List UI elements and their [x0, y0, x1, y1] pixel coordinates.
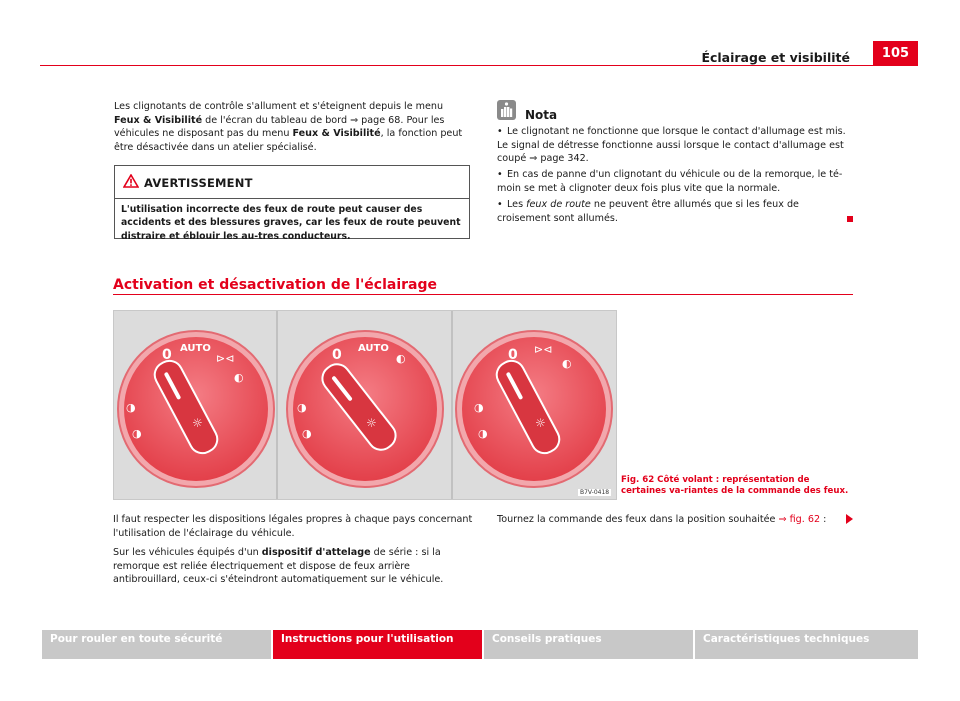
section-rule — [113, 294, 853, 295]
light-switch-variants — [114, 311, 616, 499]
header-rule — [40, 65, 918, 66]
svg-text:◑: ◑ — [474, 401, 484, 414]
switch-1-auto: AUTO — [180, 343, 211, 354]
note-title: Nota — [525, 108, 558, 122]
svg-text:◐: ◐ — [562, 357, 572, 370]
tab-technical-data[interactable]: Caractéristiques techniques — [695, 630, 918, 659]
svg-text:☼: ☼ — [366, 416, 377, 430]
svg-text:☼: ☼ — [192, 416, 203, 430]
note-bullet-2: • En cas de panne d'un clignotant du véhicule ou de la remorque, le té-moin se met à clignoter deux fois plus vite que la normale. — [497, 169, 843, 194]
light-switch-3 — [456, 331, 612, 487]
figure-caption: Fig. 62 Côté volant : représentation de certaines va-riantes de la commande des feux. — [621, 475, 849, 496]
svg-text:◑: ◑ — [478, 427, 488, 440]
switch-2-auto: AUTO — [358, 343, 389, 354]
tab-practical-tips[interactable]: Conseils pratiques — [484, 630, 693, 659]
warning-title: AVERTISSEMENT — [144, 176, 253, 190]
figure-link[interactable]: ⇒ fig. 62 — [778, 514, 821, 525]
svg-text:◑: ◑ — [132, 427, 142, 440]
continue-arrow-icon — [846, 514, 853, 524]
svg-text:⊳⊲: ⊳⊲ — [534, 343, 553, 356]
tab-operation[interactable]: Instructions pour l'utilisation — [273, 630, 482, 659]
warning-header — [115, 166, 469, 199]
page-number: 105 — [873, 41, 918, 65]
section-heading: Activation et désactivation de l'éclairage — [113, 277, 438, 293]
towing-paragraph: Sur les véhicules équipés d'un dispositif d'attelage de série : si la remorque est reliée électriquement et dispose de feux arrière antibrouillard, ceux-ci s'éteindront automatiquement sur le véhicule. — [113, 547, 444, 586]
figure-code: B7V-0418 — [580, 489, 610, 496]
instruction-paragraph: Tournez la commande des feux dans la position souhaitée ⇒ fig. 62 : — [497, 514, 827, 525]
running-header-title: Éclairage et visibilité — [701, 50, 850, 65]
note-bullet-3: • Les feux de route ne peuvent être allumés que si les feux de croisement sont allumés. — [497, 199, 799, 224]
note-bullet-1: • Le clignotant ne fonctionne que lorsque le contact d'allumage est mis. Le signal de détresse fonctionne aussi lorsque le contact d'allumage est coupé ⇒ page 342. — [497, 126, 846, 165]
svg-text:◐: ◐ — [396, 352, 406, 365]
svg-text:◑: ◑ — [126, 401, 136, 414]
warning-text: L'utilisation incorrecte des feux de route peut causer des accidents et des blessures graves, car les feux de route peuvent distraire et éblouir les au-tres conducteurs. — [121, 204, 461, 242]
end-of-section-marker — [847, 216, 853, 222]
tab-safety[interactable]: Pour rouler en toute sécurité — [42, 630, 271, 659]
switch-3-zero: 0 — [508, 347, 518, 363]
warning-triangle-icon — [123, 174, 139, 188]
svg-text:◐: ◐ — [234, 371, 244, 384]
svg-text:◑: ◑ — [297, 401, 307, 414]
switch-2-zero: 0 — [332, 347, 342, 363]
light-switch-1 — [118, 331, 274, 487]
legal-paragraph: Il faut respecter les dispositions légales propres à chaque pays concernant l'utilisation de l'éclairage du véhicule. — [113, 514, 473, 539]
note-icon — [497, 100, 516, 120]
light-switch-2 — [287, 331, 443, 487]
figure-62 — [113, 310, 617, 500]
switch-1-zero: 0 — [162, 347, 172, 363]
warning-box — [114, 165, 470, 242]
intro-paragraph: Les clignotants de contrôle s'allument et s'éteignent depuis le menu Feux & Visibilité de l'écran du tableau de bord ⇒ page 68. Pour les véhicules ne disposant pas du menu Feux & Visibilité, la fonction peut être désactivée dans un atelier spécialisé. — [114, 101, 463, 153]
svg-text:◑: ◑ — [302, 427, 312, 440]
svg-text:☼: ☼ — [535, 416, 546, 430]
svg-text:⊳⊲: ⊳⊲ — [216, 352, 235, 365]
